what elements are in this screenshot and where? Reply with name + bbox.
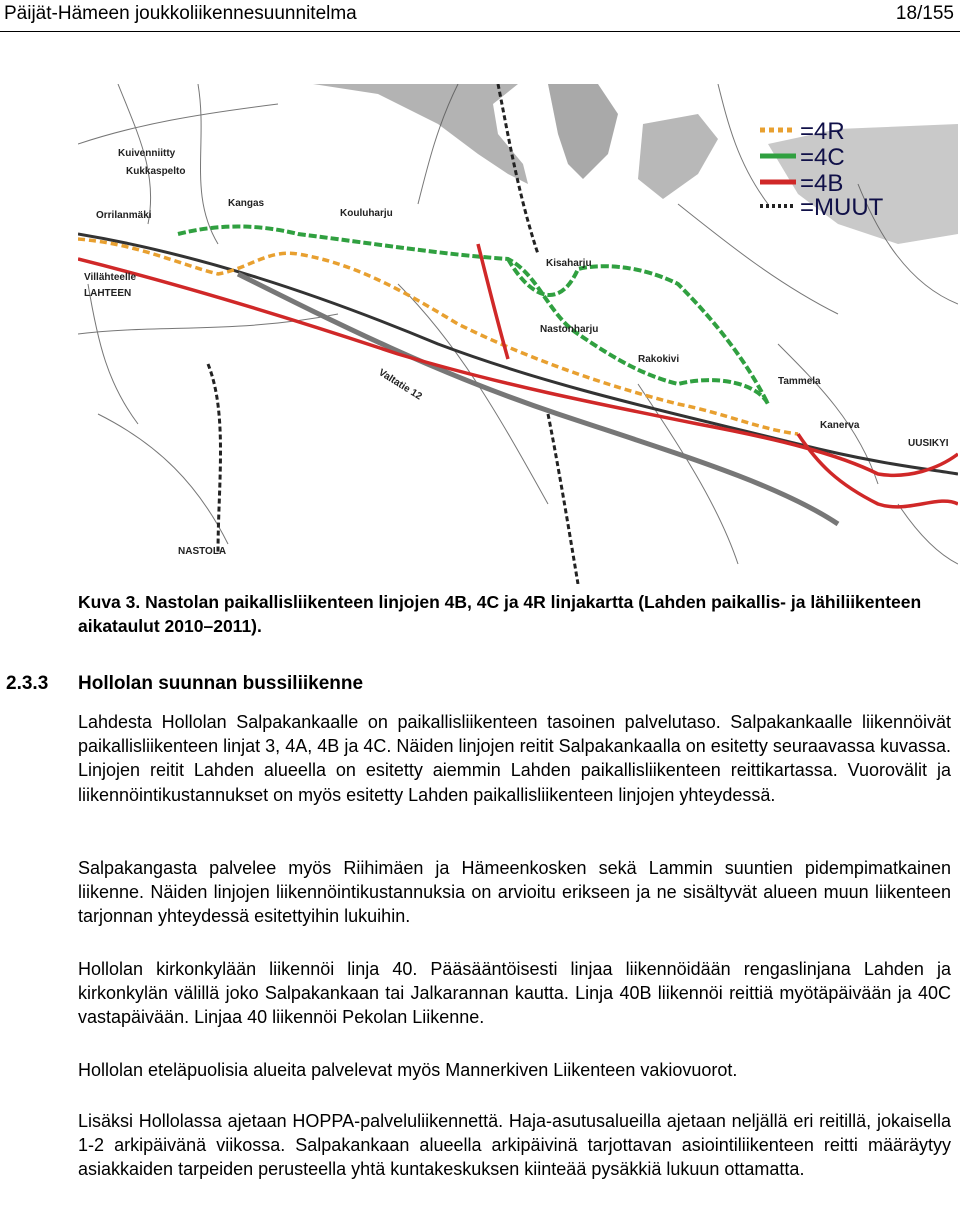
railway [78,234,958,474]
place-label: Villähteelle [84,272,137,283]
place-label: NASTOLA [178,546,227,557]
route-map [78,84,958,584]
place-label: Nastonharju [540,324,599,335]
place-label: Kangas [228,198,265,209]
place-label: Kuivenniitty [118,148,176,159]
legend-label: =4C [800,144,845,171]
place-label: Tammela [778,376,821,387]
document-title: Päijät-Hämeen joukkoliikennesuunnitelma [4,3,357,24]
figure-caption: Kuva 3. Nastolan paikallisliikenteen linjojen 4B, 4C ja 4R linjakartta (Lahden paikallis- ja lähiliikenteen aikataulut 2010–2011). [78,592,922,636]
body-paragraph: Salpakangasta palvelee myös Riihimäen ja Hämeenkosken sekä Lammin suuntien pidempimatkainen liikenne. Näiden linjojen liikennöintikustannuksia on arvioitu erikseen ja ne sisältyvät alueen muun liikenteen tarjonnan yhteydessä esitettyihin lukuihin. [78,858,951,927]
legend-label: =4R [800,118,845,145]
body-paragraph: Lahdesta Hollolan Salpakankaalle on paikallisliikenteen tasoinen palvelutaso. Salpakankaalle liikennöivät paikallisliikenteen linjat 3, 4A, 4B ja 4C. Näiden linjojen reitit Salpakankaalla on esitetty seuraavassa kuvassa. Linjojen reitit Lahden alueella on esitetty aiemmin Lahden paikallisliikenteen reittikartassa. Vuorovälit ja liikennöintikustannukset on myös esitetty Lahden paikallisliikenteen linjojen yhteydessä. [78,712,951,805]
page-number: 18/155 [895,3,954,24]
lake [638,114,718,199]
lake [768,124,958,244]
place-label: Kanerva [820,420,860,431]
legend-label: =4B [800,170,844,197]
section-heading [6,672,363,696]
place-label: Rakokivi [638,354,680,365]
body-paragraph: Lisäksi Hollolassa ajetaan HOPPA-palveluliikennettä. Haja-asutusalueilla ajetaan neljällä eri reitillä, jokaisella 1-2 arkipäivänä viikossa. Salpakankaan alueella arkipäivinä tarjottavan asiointiliikenteen reitti määräytyy asiakkaiden tarpeiden perusteella yhtä kuntakeskuksen kiinteää pysäkkiä lukuun ottamatta. [78,1111,951,1180]
place-label: Valtatie 12 [376,367,424,403]
header-divider [0,31,960,32]
route-muut [208,84,578,584]
section-title: Hollolan suunnan bussiliikenne [78,673,364,694]
place-label: Kukkaspelto [126,166,186,177]
body-paragraph: Hollolan kirkonkylään liikennöi linja 40. Pääsääntöisesti linjaa liikennöidään rengaslinjana Lahden ja kirkonkylän välillä joko Salpakankaan tai Jalkarannan kautta. Linja 40B liikennöi reittiä myötäpäivään ja 40C vastapäivään. Linjaa 40 liikennöi Pekolan Liikenne. [78,959,951,1028]
section-number: 2.3.3 [6,673,49,694]
route-4r [78,239,798,434]
route-map-image [78,84,958,584]
place-label: Orrilanmäki [96,210,152,221]
place-label: UUSIKYI [908,438,949,449]
lake [548,84,618,179]
place-label: Kouluharju [340,208,393,219]
route-4b [78,244,958,507]
place-label: Kisaharju [546,258,592,269]
lake [313,84,528,184]
body-paragraph: Hollolan eteläpuolisia alueita palvelevat myös Mannerkiven Liikenteen vakiovuorot. [78,1060,738,1080]
page-header [4,2,954,26]
legend-label: =MUUT [800,194,884,221]
place-label: LAHTEEN [84,288,132,299]
